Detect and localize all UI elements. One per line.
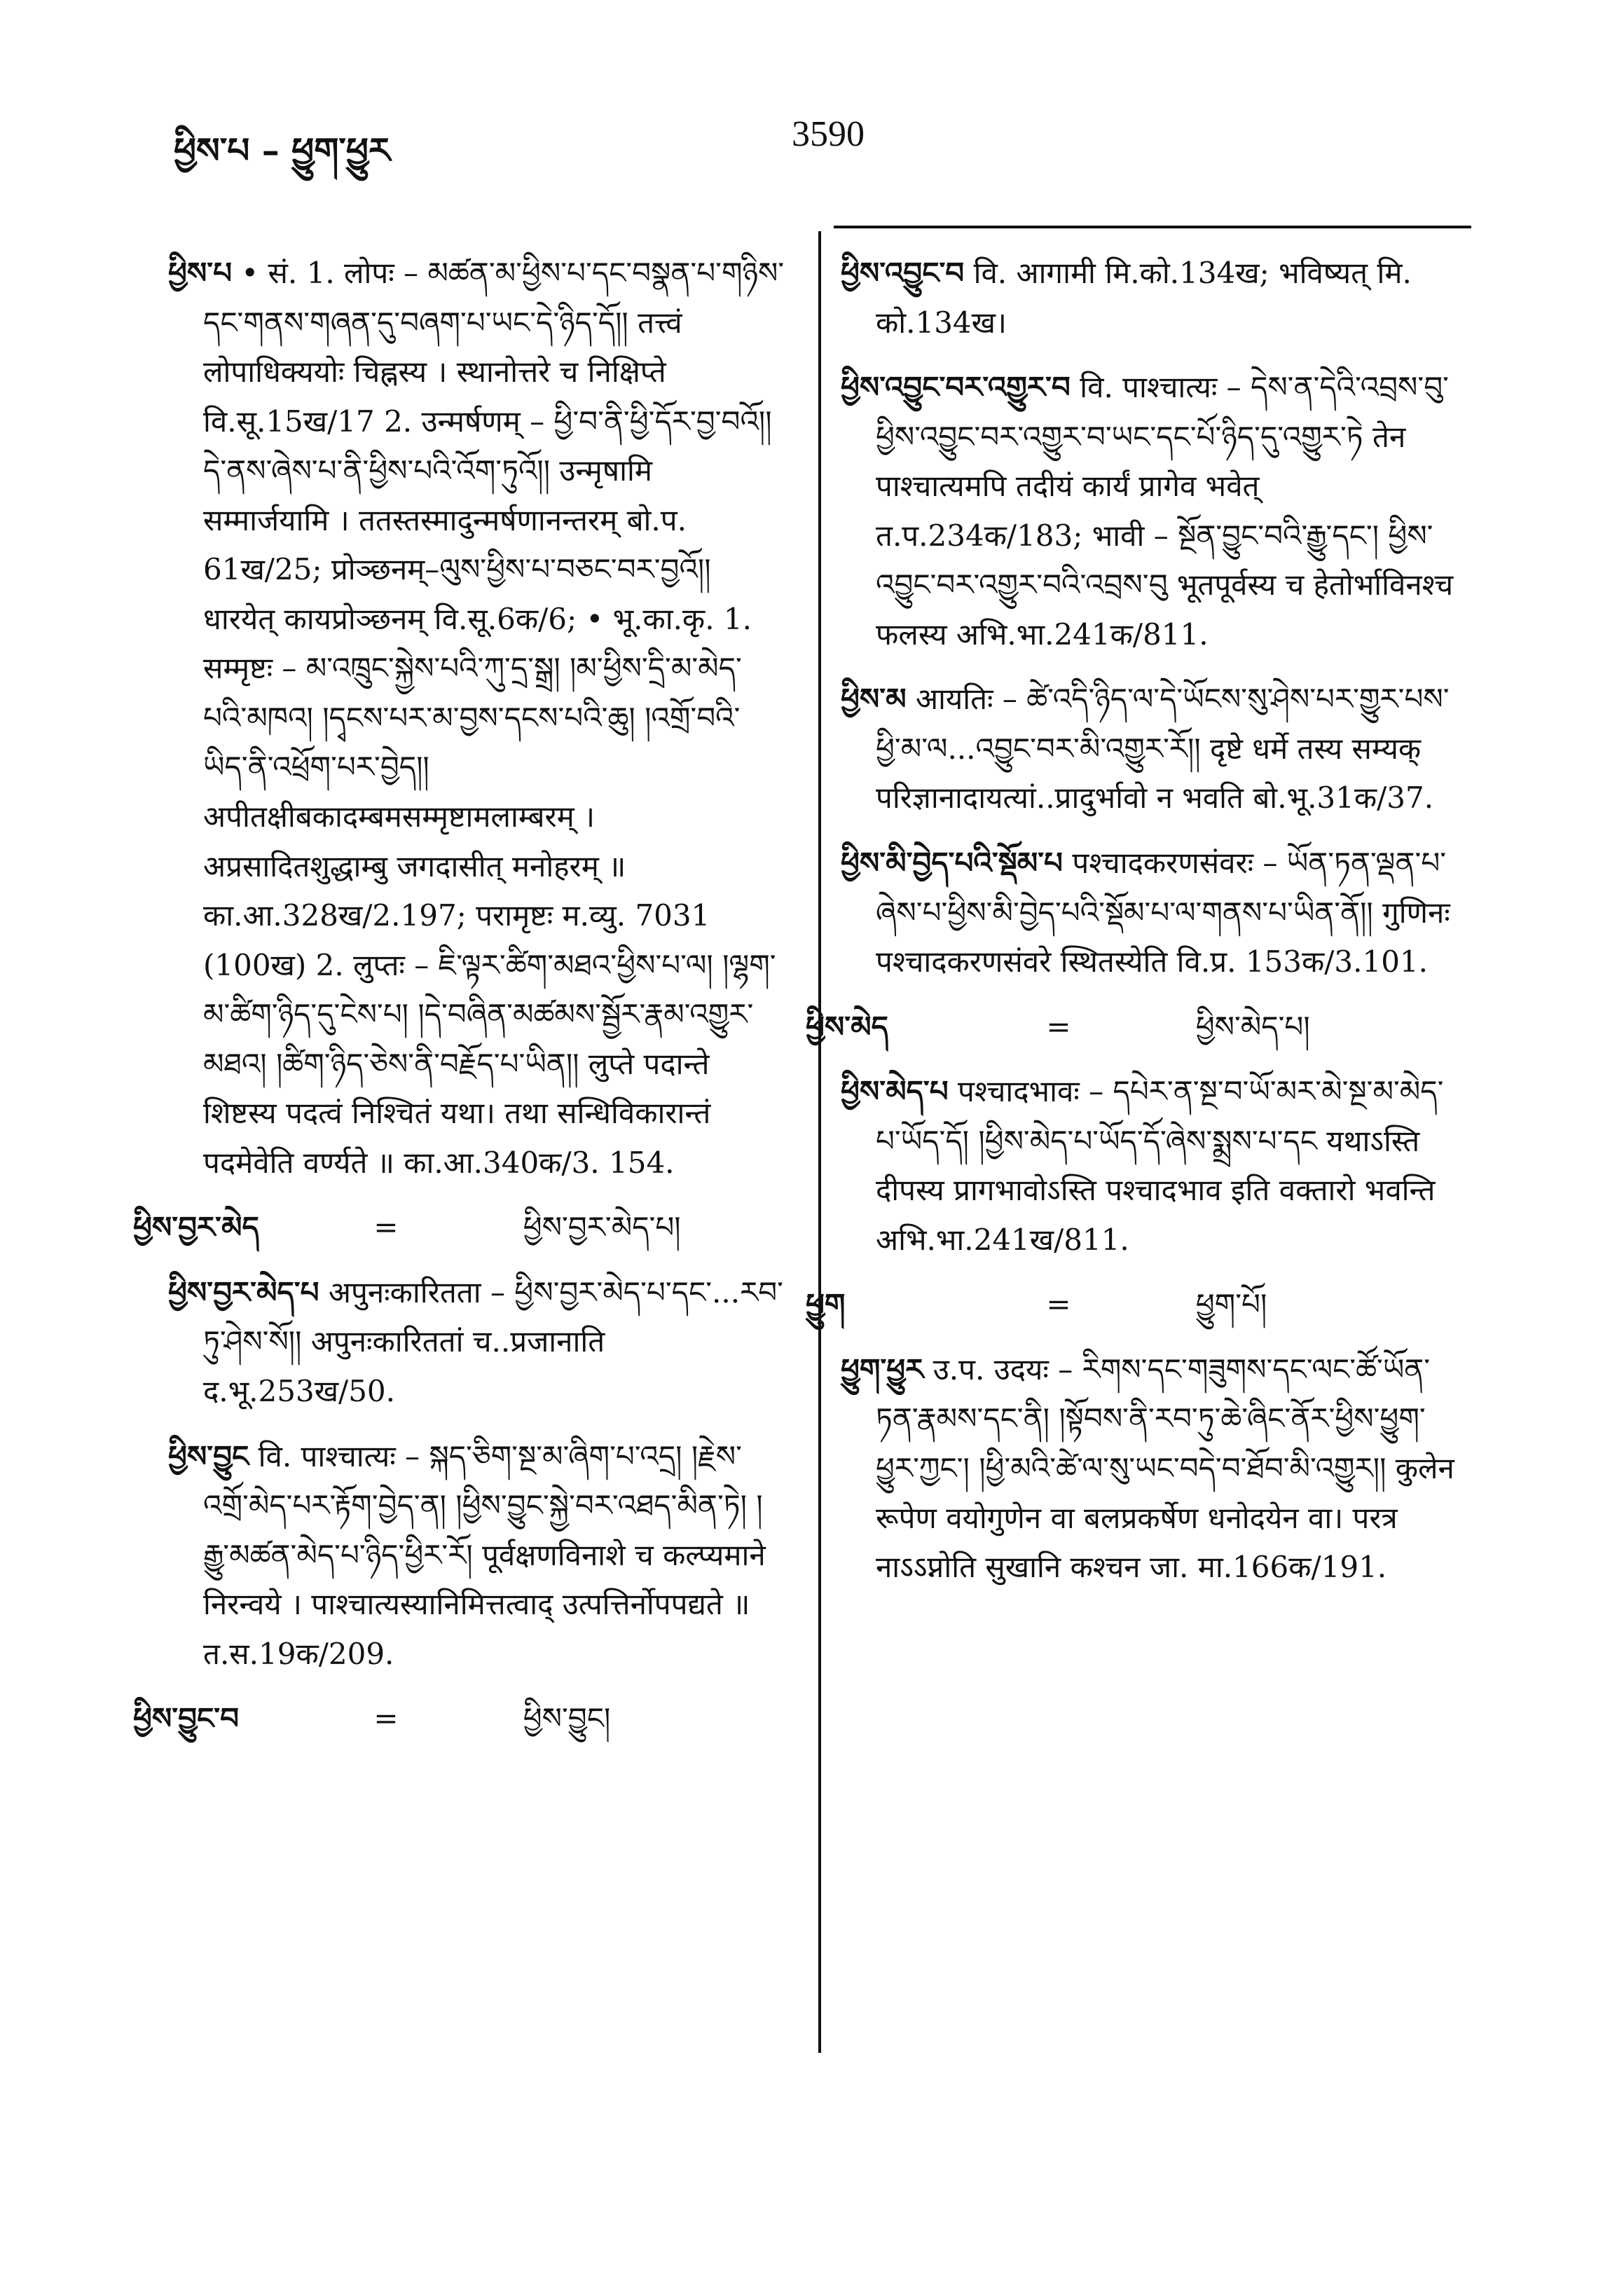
equals-sign: = — [373, 1210, 399, 1245]
page-number: 3590 — [792, 114, 865, 154]
entry — [841, 1067, 1464, 1265]
entry-body: अपुनःकारितता – ཕྱིས་བྱར་མེད་པ་དང་...རབ་ཏུ་ཤེས་སོ།། अपुनःकारिततां च..प्रजानाति द.भू.253ख/50. — [203, 1274, 783, 1409]
headword: ཕྱིས་བྱུང་བ — [133, 1701, 239, 1736]
running-head: ཕྱིས་པ – ཕྱུག་ཕྱུར — [174, 130, 391, 171]
column-divider — [818, 231, 821, 2053]
left-column — [133, 249, 785, 1759]
entry — [841, 249, 1464, 348]
equals-sign: = — [1046, 1287, 1071, 1322]
entry — [841, 675, 1464, 823]
cross-reference-target: ཕྱིས་མེད་པ། — [1195, 1009, 1310, 1044]
cross-reference-entry — [806, 1003, 1464, 1052]
cross-reference-target: ཕྱུག་པོ། — [1195, 1287, 1267, 1322]
entry-body: पश्चादकरणसंवरः – ཡོན་ཏན་ལྡན་པ་ཞེས་པ་ཕྱིས་མི་བྱེད་པའི་སྡོམ་པ་ལ་གནས་པ་ཡིན་ནོ།། गुणिनः पश्चादकरणसंवरे स्थितस्येति वि.प्र. 153क/3.101. — [876, 846, 1450, 979]
right-column — [806, 249, 1464, 1608]
entry-body: वि. पाश्चात्यः – དེས་ན་དེའི་འབྲས་བུ་ཕྱིས་འབྱུང་བར་འགྱུར་བ་ཡང་དང་པོ་ཉིད་དུ་འགྱུར་ཏེ तेन पाश्चात्यमपि तदीयं कार्यं प्रागेव भवेत् त.प.234क/183; भावी – སྔོན་བྱུང་བའི་རྒྱུ་དང་། ཕྱིས་འབྱུང་བར་འགྱུར་བའི་འབྲས་བུ भूतपूर्वस्य च हेतोर्भाविनश्च फलस्य अभि.भा.241क/811. — [876, 370, 1454, 652]
entry-body: आयतिः – ཚེ་འདི་ཉིད་ལ་དེ་ཡོངས་སུ་ཤེས་པར་གྱུར་པས་ཕྱི་མ་ལ...འབྱུང་བར་མི་འགྱུར་རོ།། दृष्टे धर्मे तस्य सम्यक् परिज्ञानादायत्यां..प्रादुर्भावो न भवति बो.भू.31क/37. — [876, 682, 1450, 816]
cross-reference-target: ཕྱིས་བྱར་མེད་པ། — [523, 1210, 681, 1245]
equals-sign: = — [1046, 1009, 1071, 1044]
headword: ཕྱིས་མི་བྱེད་པའི་སྡོམ་པ — [841, 846, 1063, 881]
cross-reference-entry — [806, 1280, 1464, 1330]
entry — [841, 363, 1464, 659]
headword: ཕྱིས་མ — [841, 682, 907, 717]
headword: ཕྱིས་འབྱུང་བར་འགྱུར་བ — [841, 370, 1071, 405]
headword: ཕྱིས་བྱར་མེད — [133, 1210, 259, 1245]
headword: ཕྱིས་འབྱུང་བ — [841, 256, 965, 290]
entry-body: उ.प. उदयः – རིགས་དང་གཟུགས་དང་ལང་ཚོ་ཡོན་ཏན་རྣམས་དང་ནི། །སྟོབས་ནི་རབ་ཏུ་ཆེ་ཞིང་ནོར་ཕྱིས་ཕྱུག་ཕྱུར་ཀྱང་། །ཕྱི་མའི་ཚེ་ལ་སུ་ཡང་བདེ་བ་ཐོབ་མི་འགྱུར།། कुलेन रूपेण वयोगुणेन वा बलप्रकर्षेण धनोदयेन वा। परत्र नाऽऽप्नोति सुखानि कश्चन जा. मा.166क/191. — [876, 1352, 1454, 1585]
headword: ཕྱིས་བྱུང — [168, 1438, 249, 1473]
entry — [168, 249, 785, 1188]
cross-reference-entry — [133, 1694, 785, 1744]
entry-body: पश्चादभावः – དཔེར་ན་སྔ་བ་ཡོ་མར་མེ་སྔ་མ་མེད་པ་ཡོད་དོ། །ཕྱིས་མེད་པ་ཡོད་དོ་ཞེས་སྨྲས་པ་དང यथाऽस्ति दीपस्य प्रागभावोऽस्ति पश्चादभाव इति वक्तारो भवन्ति अभि.भा.241ख/811. — [876, 1074, 1444, 1257]
headword: ཕྱིས་པ — [168, 256, 233, 290]
headword: ཕྱིས་བྱར་མེད་པ — [168, 1274, 319, 1309]
entry — [168, 1432, 785, 1679]
entry-body: वि. पाश्चात्यः – སྐད་ཅིག་སྔ་མ་ཞིག་པ་འདྲ། །རྗེས་འགྲོ་མེད་པར་རྟོག་བྱེད་ན། །ཕྱིས་བྱུང་སྐྱེ་བར་འཐད་མིན་ཏེ། །རྒྱུ་མཚན་མེད་པ་ཉིད་ཕྱིར་རོ། पूर्वक्षणविनाशे च कल्प्यमाने निरन्वये । पाश्चात्यस्यानिमित्तत्वाद् उत्पत्तिर्नोपपद्यते ॥ त.स.19क/209. — [203, 1438, 766, 1671]
headword: ཕྱིས་མེད་པ — [841, 1074, 949, 1109]
entry-body: वि. आगामी मि.को.134ख; भविष्यत् मि. को.134ख। — [876, 256, 1412, 340]
headword: ཕྱུག་ཕྱུར — [841, 1352, 924, 1387]
equals-sign: = — [373, 1701, 399, 1736]
entry — [841, 839, 1464, 987]
entry — [168, 1268, 785, 1417]
headword: ཕྱུག — [806, 1287, 846, 1322]
entry-body: • सं. 1. लोपः – མཚན་མ་ཕྱིས་པ་དང་བསྣན་པ་གཉིས་དང་གནས་གཞན་དུ་བཞག་པ་ཡང་དེ་ཉིད་དོ།། तत्त्वं लोपाधिक्ययोः चिह्नस्य । स्थानोत्तरे च निक्षिप्ते वि.सू.15ख/17 2. उन्मर्षणम् – ཕྱི་བ་ནི་ཕྱི་དོར་བྱ་བའོ།། དེ་ནས་ཞེས་པ་ནི་ཕྱིས་པའི་འོག་ཏུའོ།། उन्मृषामि सम्मार्जयामि । ततस्तस्मादुन्मर्षणानन्तरम् बो.प. 61ख/25; प्रोञ्छनम्–ལུས་ཕྱིས་པ་བཅང་བར་བྱའོ།། धारयेत् कायप्रोञ्छनम् वि.सू.6क/6; • भू.का.कृ. 1. सम्मृष्टः – མ་འཁྲུང་སྐྱེས་པའི་ཀུ་དྲ་སྒྲ། །མ་ཕྱིས་དྲི་མ་མེད་པའི་མཁའ། །དྭངས་པར་མ་བྱས་དངས་པའི་ཆུ། །འགྲོ་བའི་ཡིད་ནི་འཕྲོག་པར་བྱེད།། अपीतक्षीबकादम्बमसम्मृष्टामलाम्बरम् । अप्रसादितशुद्धाम्बु जगदासीत् मनोहरम् ॥ का.आ.328ख/2.197; परामृष्टः म.व्यु. 7031 (100ख) 2. लुप्तः – ཇི་ལྟར་ཚིག་མཐའ་ཕྱིས་པ་ལ། །ལྷག་མ་ཚིག་ཉིད་དུ་ངེས་པ། །དེ་བཞིན་མཚམས་སྦྱོར་རྣམ་འགྱུར་མཐའ། །ཚིག་ཉིད་ཅེས་ནི་བརྗོད་པ་ཡིན།། लुप्ते पदान्ते शिष्टस्य पदत्वं निश्चितं यथा। तथा सन्धिविकारान्तं पदमेवेति वर्ण्यते ॥ का.आ.340क/3. 154. — [203, 256, 785, 1180]
headword: ཕྱིས་མེད — [806, 1009, 888, 1044]
cross-reference-target: ཕྱིས་བྱུང། — [523, 1701, 611, 1736]
entry — [841, 1345, 1464, 1593]
top-rule — [834, 226, 1471, 228]
cross-reference-entry — [133, 1203, 785, 1253]
